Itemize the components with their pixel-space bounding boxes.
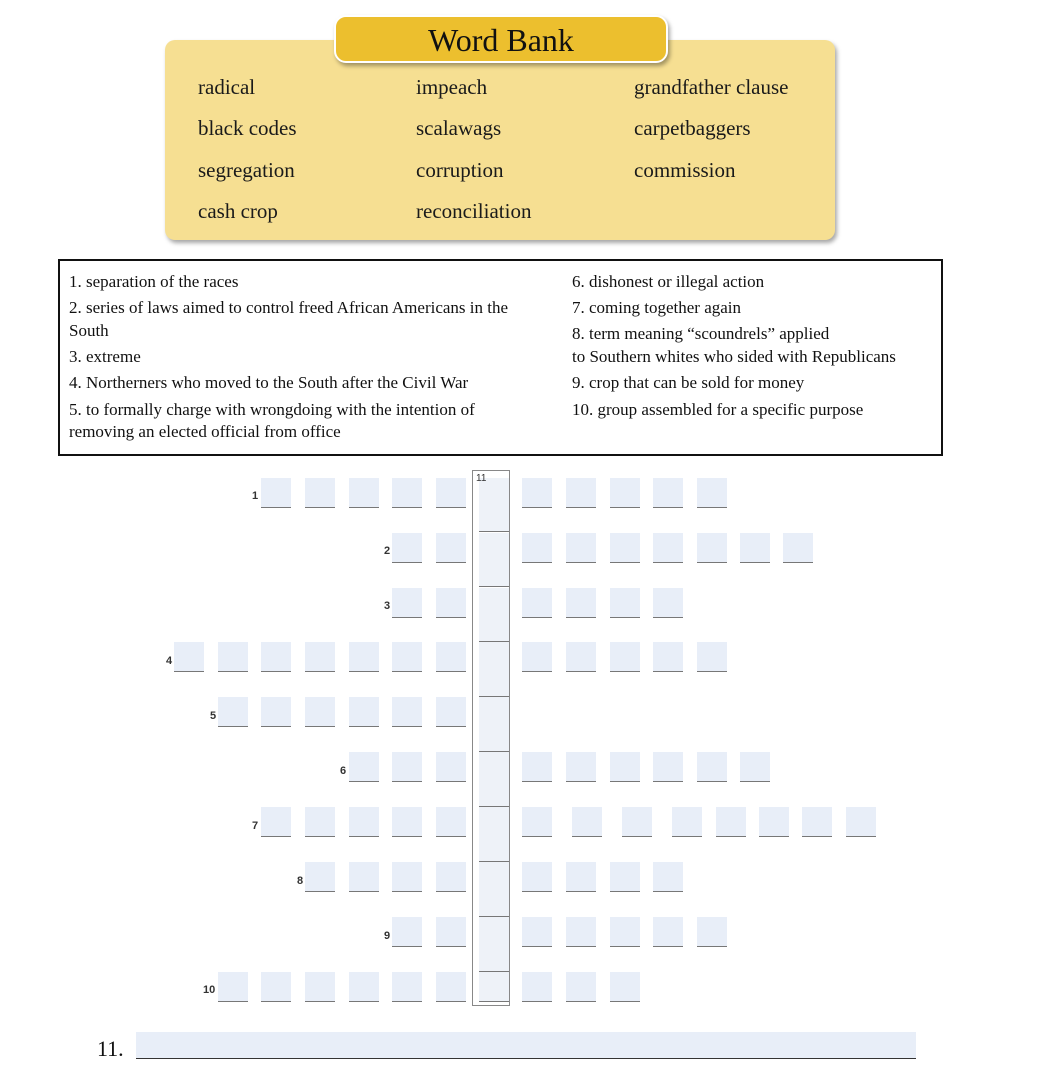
letter-cell[interactable] — [305, 807, 335, 837]
letter-cell[interactable] — [436, 752, 466, 782]
letter-cell[interactable] — [697, 533, 727, 563]
word-bank-word: black codes — [198, 116, 297, 140]
letter-cell[interactable] — [522, 642, 552, 672]
letter-cell[interactable] — [349, 697, 379, 727]
letter-cell[interactable] — [349, 862, 379, 892]
word-bank-word: reconciliation — [416, 199, 532, 223]
row-number-10: 10 — [203, 984, 216, 996]
clue-8-cont: to Southern whites who sided with Republicans — [572, 347, 896, 366]
letter-cell[interactable] — [566, 862, 596, 892]
letter-cell[interactable] — [697, 752, 727, 782]
letter-cell[interactable] — [740, 752, 770, 782]
letter-cell[interactable] — [610, 588, 640, 618]
clue-2-cont: South — [69, 321, 109, 340]
letter-cell[interactable] — [392, 642, 422, 672]
row-number-7: 7 — [252, 820, 259, 832]
letter-cell[interactable] — [305, 862, 335, 892]
letter-cell[interactable] — [261, 807, 291, 837]
row-number-9: 9 — [384, 930, 391, 942]
letter-cell[interactable] — [392, 862, 422, 892]
letter-cell[interactable] — [610, 972, 640, 1002]
letter-cell[interactable] — [436, 697, 466, 727]
letter-cell[interactable] — [349, 752, 379, 782]
letter-cell[interactable] — [653, 752, 683, 782]
letter-cell[interactable] — [349, 478, 379, 508]
letter-cell[interactable] — [522, 972, 552, 1002]
row-number-6: 6 — [340, 765, 347, 777]
word-bank-word: corruption — [416, 158, 504, 182]
letter-cell[interactable] — [392, 752, 422, 782]
key-column — [472, 470, 510, 1006]
clue-4: 4. Northerners who moved to the South after the Civil War — [69, 373, 469, 392]
letter-cell[interactable] — [697, 478, 727, 508]
clue-3: 3. extreme — [69, 347, 141, 366]
letter-cell[interactable] — [392, 533, 422, 563]
clue-9: 9. crop that can be sold for money — [572, 373, 805, 392]
letter-cell[interactable] — [653, 478, 683, 508]
letter-cell[interactable] — [261, 642, 291, 672]
letter-cell[interactable] — [522, 752, 552, 782]
row-number-1: 1 — [252, 490, 259, 502]
row-number-5: 5 — [210, 710, 217, 722]
letter-cell[interactable] — [218, 972, 248, 1002]
key-column-number: 11 — [476, 473, 487, 484]
letter-cell[interactable] — [436, 917, 466, 947]
letter-cell[interactable] — [572, 807, 602, 837]
word-bank-word: scalawags — [416, 116, 502, 140]
letter-cell[interactable] — [436, 972, 466, 1002]
letter-cell[interactable] — [740, 533, 770, 563]
letter-cell[interactable] — [349, 807, 379, 837]
answer-input-line[interactable] — [136, 1032, 916, 1059]
letter-cell[interactable] — [697, 642, 727, 672]
row-number-8: 8 — [297, 875, 304, 887]
letter-cell[interactable] — [566, 588, 596, 618]
letter-cell[interactable] — [436, 588, 466, 618]
word-bank-word: radical — [198, 75, 256, 99]
letter-cell[interactable] — [759, 807, 789, 837]
letter-cell[interactable] — [802, 807, 832, 837]
letter-cell[interactable] — [392, 972, 422, 1002]
letter-cell[interactable] — [436, 478, 466, 508]
letter-cell[interactable] — [392, 807, 422, 837]
letter-cell[interactable] — [305, 972, 335, 1002]
word-bank-word: segregation — [198, 158, 295, 182]
clue-6: 6. dishonest or illegal action — [572, 272, 765, 291]
letter-cell[interactable] — [522, 917, 552, 947]
letter-cell[interactable] — [522, 478, 552, 508]
letter-cell[interactable] — [566, 972, 596, 1002]
letter-cell[interactable] — [261, 697, 291, 727]
letter-cell[interactable] — [697, 917, 727, 947]
clue-5-cont: removing an elected official from office — [69, 422, 341, 441]
letter-cell[interactable] — [522, 862, 552, 892]
letter-cell[interactable] — [261, 478, 291, 508]
letter-cell[interactable] — [846, 807, 876, 837]
clue-2: 2. series of laws aimed to control freed African Americans in the — [69, 298, 509, 317]
letter-cell[interactable] — [522, 807, 552, 837]
letter-cell[interactable] — [305, 478, 335, 508]
letter-cell[interactable] — [436, 533, 466, 563]
letter-cell[interactable] — [305, 642, 335, 672]
letter-cell[interactable] — [349, 972, 379, 1002]
word-bank-title: Word Bank — [334, 15, 668, 63]
letter-cell[interactable] — [174, 642, 204, 672]
letter-cell[interactable] — [522, 533, 552, 563]
word-bank-word: cash crop — [198, 199, 278, 223]
word-bank-word: carpetbaggers — [634, 116, 751, 140]
letter-cell[interactable] — [349, 642, 379, 672]
letter-cell[interactable] — [783, 533, 813, 563]
letter-cell[interactable] — [392, 478, 422, 508]
letter-cell[interactable] — [305, 697, 335, 727]
clue-10: 10. group assembled for a specific purpose — [572, 400, 864, 419]
row-number-3: 3 — [384, 600, 391, 612]
letter-cell[interactable] — [653, 588, 683, 618]
clue-5: 5. to formally charge with wrongdoing with the intention of — [69, 400, 475, 419]
clue-7: 7. coming together again — [572, 298, 742, 317]
letter-cell[interactable] — [566, 752, 596, 782]
letter-cell[interactable] — [610, 862, 640, 892]
letter-cell[interactable] — [610, 917, 640, 947]
letter-cell[interactable] — [653, 862, 683, 892]
letter-cell[interactable] — [436, 807, 466, 837]
letter-cell[interactable] — [566, 533, 596, 563]
letter-cell[interactable] — [436, 642, 466, 672]
letter-cell[interactable] — [622, 807, 652, 837]
letter-cell[interactable] — [436, 862, 466, 892]
clue-8: 8. term meaning “scoundrels” applied — [572, 324, 830, 343]
row-number-4: 4 — [166, 655, 173, 667]
letter-cell[interactable] — [610, 533, 640, 563]
letter-cell[interactable] — [392, 588, 422, 618]
letter-cell[interactable] — [566, 917, 596, 947]
answer-label: 11. — [97, 1036, 124, 1061]
letter-cell[interactable] — [610, 642, 640, 672]
clue-1: 1. separation of the races — [69, 272, 239, 291]
letter-cell[interactable] — [218, 642, 248, 672]
letter-cell[interactable] — [392, 917, 422, 947]
letter-cell[interactable] — [672, 807, 702, 837]
letter-cell[interactable] — [653, 533, 683, 563]
letter-cell[interactable] — [218, 697, 248, 727]
letter-cell[interactable] — [566, 478, 596, 508]
word-bank-word: commission — [634, 158, 736, 182]
letter-cell[interactable] — [522, 588, 552, 618]
letter-cell[interactable] — [653, 917, 683, 947]
letter-cell[interactable] — [610, 478, 640, 508]
letter-cell[interactable] — [653, 642, 683, 672]
row-number-2: 2 — [384, 545, 391, 557]
letter-cell[interactable] — [610, 752, 640, 782]
letter-cell[interactable] — [392, 697, 422, 727]
word-bank-word: grandfather clause — [634, 75, 789, 99]
word-bank-word: impeach — [416, 75, 488, 99]
letter-cell[interactable] — [261, 972, 291, 1002]
letter-cell[interactable] — [716, 807, 746, 837]
letter-cell[interactable] — [566, 642, 596, 672]
